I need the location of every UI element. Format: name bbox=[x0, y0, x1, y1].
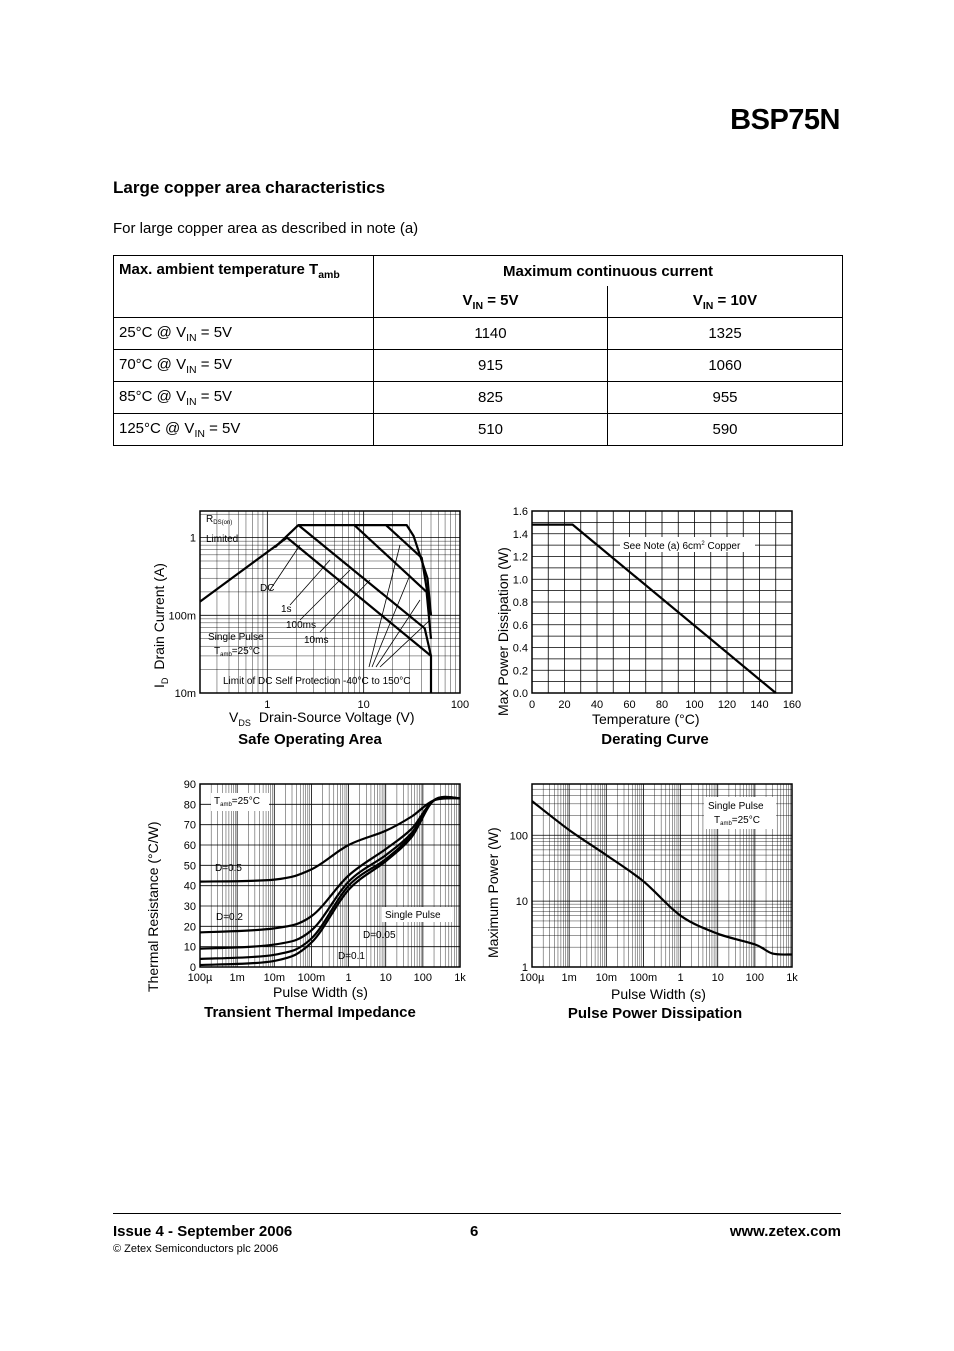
tti-xlabel: Pulse Width (s) bbox=[273, 984, 368, 1000]
y-tick-label: 0.0 bbox=[512, 688, 528, 700]
x-tick-label: 1 bbox=[345, 972, 352, 984]
tti-d02-label: D=0.2 bbox=[216, 912, 243, 923]
ppd-xlabel: Pulse Width (s) bbox=[611, 986, 706, 1002]
x-tick-label: 10 bbox=[711, 972, 724, 984]
x-tick-label: 120 bbox=[717, 699, 737, 711]
der-ylabel: Max Power Dissipation (W) bbox=[495, 547, 511, 716]
y-tick-label: 40 bbox=[183, 880, 196, 893]
x-tick-label: 1 bbox=[677, 972, 684, 984]
header-max-current: Maximum continuous current bbox=[374, 256, 843, 287]
soa-10ms-label: 10ms bbox=[304, 635, 329, 646]
soa-ylabel: $I_DDrain$ Current (A) bbox=[151, 563, 170, 688]
ppd-ylabel: Maximum Power (W) bbox=[485, 827, 501, 958]
row-vin10-value: 1325 bbox=[608, 318, 843, 350]
tti-d01-label: D=0.1 bbox=[338, 951, 365, 962]
x-tick-label: 100m bbox=[297, 972, 326, 984]
header-vin10: $V_{IN} = 10V$ bbox=[608, 286, 843, 318]
tti-tamb-label: $T_{amb}=25^\circ C$ bbox=[214, 796, 260, 808]
y-tick-label: 90 bbox=[183, 779, 196, 791]
x-tick-label: 140 bbox=[750, 699, 769, 711]
soa-limited-label: Limited bbox=[206, 534, 239, 545]
part-number: BSP75N bbox=[730, 104, 840, 136]
row-condition: 25°C @ $V_{IN} = 5V$ bbox=[114, 318, 374, 350]
x-tick-label: 100m bbox=[629, 972, 658, 984]
soa-limit-label: Limit of DC Self Protection -40°C to 150°C bbox=[223, 676, 411, 687]
der-title: Derating Curve bbox=[601, 731, 709, 748]
y-tick-label: 10m bbox=[174, 688, 196, 700]
intro-text: For large copper area as described in note (a) bbox=[113, 220, 419, 237]
row-condition: 85°C @ $V_{IN} = 5V$ bbox=[114, 382, 374, 414]
y-tick-label: 0.8 bbox=[512, 597, 528, 609]
tti-d005-label: D=0.05 bbox=[363, 930, 396, 941]
der-xlabel: Temperature (°C) bbox=[592, 711, 700, 727]
row-vin5-value: 1140 bbox=[374, 318, 608, 350]
y-tick-label: 10 bbox=[183, 941, 196, 954]
ppd-single-pulse-label: Single Pulse bbox=[708, 801, 764, 812]
y-tick-label: 1.6 bbox=[512, 506, 528, 518]
x-tick-label: 100 bbox=[450, 699, 470, 711]
x-tick-label: 60 bbox=[623, 699, 636, 711]
soa-single-pulse-label: Single Pulse bbox=[208, 632, 264, 643]
tti-title: Transient Thermal Impedance bbox=[204, 1004, 416, 1021]
soa-100ms-label: 100ms bbox=[286, 620, 317, 631]
row-vin10-value: 955 bbox=[608, 382, 843, 414]
y-tick-label: 1.2 bbox=[512, 551, 528, 564]
x-tick-label: 20 bbox=[558, 699, 571, 711]
ppd-tamb-label: $T_{amb}=25^\circ C$ bbox=[714, 815, 760, 827]
row-condition: 125°C @ $V_{IN} = 5V$ bbox=[114, 414, 374, 446]
footer-issue: Issue 4 - September 2006 bbox=[113, 1223, 293, 1240]
tti-d05-label: D=0.5 bbox=[215, 863, 242, 874]
footer-copyright: © Zetex Semiconductors plc 2006 bbox=[113, 1243, 279, 1255]
x-tick-label: 100µ bbox=[187, 972, 213, 984]
x-tick-label: 1 bbox=[264, 699, 271, 711]
x-tick-label: 100µ bbox=[519, 972, 545, 984]
y-tick-label: 70 bbox=[183, 819, 196, 832]
row-condition: 70°C @ $V_{IN} = 5V$ bbox=[114, 350, 374, 382]
der-annotation: See Note (a) $6cm^2$ Copper bbox=[623, 541, 741, 552]
soa-rds-label: $R_{DS(on)}$ bbox=[206, 514, 233, 526]
x-tick-label: 160 bbox=[782, 699, 802, 711]
soa-dc-label: DC bbox=[260, 583, 275, 594]
y-tick-label: 0 bbox=[189, 962, 196, 974]
x-tick-label: 10 bbox=[379, 972, 392, 984]
y-tick-label: 10 bbox=[515, 896, 528, 909]
row-vin10-value: 590 bbox=[608, 414, 843, 446]
y-tick-label: 0.2 bbox=[512, 665, 528, 678]
x-tick-label: 100 bbox=[745, 972, 765, 984]
footer-rule bbox=[113, 1213, 841, 1214]
y-tick-label: 100m bbox=[168, 610, 196, 623]
footer-website: www.zetex.com bbox=[729, 1223, 841, 1240]
x-tick-label: 1m bbox=[229, 972, 245, 984]
x-tick-label: 1k bbox=[454, 972, 466, 984]
tti-single-pulse-label: Single Pulse bbox=[385, 910, 441, 921]
tti-ylabel: Thermal Resistance (°C/W) bbox=[145, 821, 161, 992]
soa-1s-label: 1s bbox=[281, 604, 292, 615]
x-tick-label: 100 bbox=[685, 699, 704, 711]
y-tick-label: 1.4 bbox=[512, 528, 528, 541]
y-tick-label: 80 bbox=[183, 799, 196, 812]
header-vin5: $V_{IN} = 5V$ bbox=[374, 286, 608, 318]
y-tick-label: 30 bbox=[183, 901, 196, 913]
x-tick-label: 0 bbox=[528, 699, 536, 711]
y-tick-label: 0.6 bbox=[512, 619, 528, 632]
soa-title: Safe Operating Area bbox=[238, 731, 382, 748]
y-tick-label: 1 bbox=[521, 962, 528, 974]
row-vin5-value: 825 bbox=[374, 382, 608, 414]
soa-tamb-label: $T_{amb}=25^\circ C$ bbox=[214, 646, 260, 658]
row-vin5-value: 915 bbox=[374, 350, 608, 382]
x-tick-label: 10 bbox=[357, 699, 370, 711]
row-vin5-value: 510 bbox=[374, 414, 608, 446]
x-tick-label: 40 bbox=[590, 699, 604, 711]
x-tick-label: 1m bbox=[561, 972, 577, 984]
y-tick-label: 0.4 bbox=[512, 642, 528, 655]
x-tick-label: 10m bbox=[595, 972, 617, 984]
y-tick-label: 1 bbox=[189, 532, 196, 545]
soa-xlabel: $V_{DS}$ Drain-Source Voltage (V) bbox=[229, 709, 415, 728]
footer-page-number: 6 bbox=[470, 1223, 479, 1240]
y-tick-label: 60 bbox=[183, 840, 196, 852]
x-tick-label: 80 bbox=[655, 699, 669, 711]
x-tick-label: 100 bbox=[413, 972, 433, 984]
section-title: Large copper area characteristics bbox=[113, 178, 386, 197]
y-tick-label: 50 bbox=[183, 860, 196, 873]
y-tick-label: 100 bbox=[509, 830, 528, 843]
x-tick-label: 10m bbox=[263, 972, 285, 984]
row-vin10-value: 1060 bbox=[608, 350, 843, 382]
x-tick-label: 1k bbox=[786, 972, 798, 984]
header-ambient-temp: Max. ambient temperature $T_{amb}$ bbox=[114, 256, 374, 318]
y-tick-label: 1.0 bbox=[512, 574, 528, 587]
ppd-title: Pulse Power Dissipation bbox=[567, 1005, 743, 1022]
y-tick-label: 20 bbox=[183, 921, 196, 934]
